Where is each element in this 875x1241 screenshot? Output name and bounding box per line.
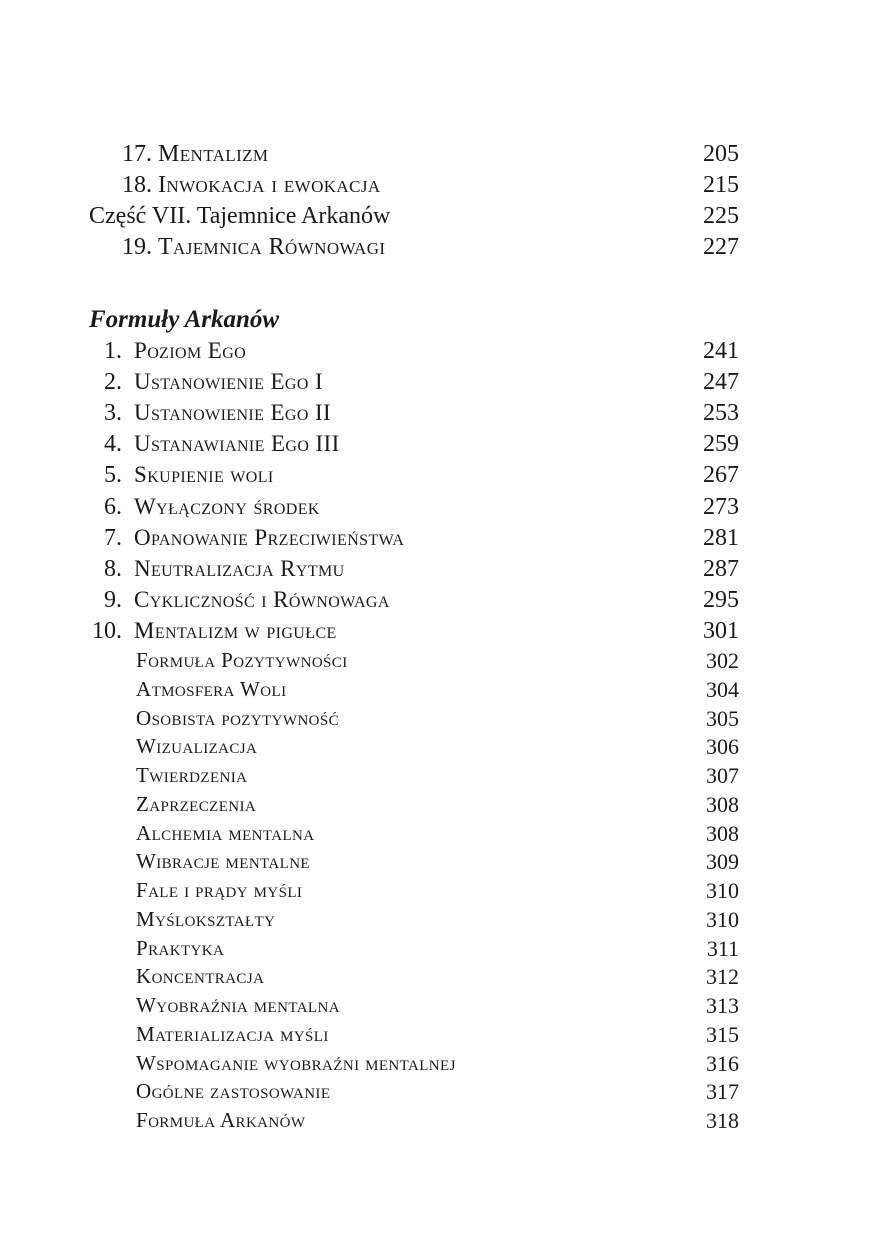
toc-entry xyxy=(0,618,875,648)
subentry-page: 307 xyxy=(706,763,739,788)
toc-subentry xyxy=(0,1051,875,1081)
entry-number: 9. xyxy=(104,587,122,613)
subentry-title: Atmosfera Woli xyxy=(136,677,287,701)
entry-title: Inwokacja i ewokacja xyxy=(158,172,381,198)
entry-page: 225 xyxy=(703,203,739,229)
toc-entry xyxy=(0,234,875,264)
entry-number: 8. xyxy=(104,556,122,582)
toc-entry xyxy=(0,494,875,524)
subentry-page: 302 xyxy=(706,648,739,673)
subentry-title: Materializacja myśli xyxy=(136,1022,329,1046)
toc-subentry xyxy=(0,734,875,764)
subentry-page: 308 xyxy=(706,792,739,817)
subentry-page: 313 xyxy=(706,993,739,1018)
subentry-title: Praktyka xyxy=(136,936,225,960)
entry-title: Mentalizm w pigułce xyxy=(134,618,337,643)
subentry-page: 311 xyxy=(706,936,739,961)
toc-subentry xyxy=(0,964,875,994)
entry-number: 7. xyxy=(104,525,122,551)
section-heading: Formuły Arkanów xyxy=(89,306,280,333)
toc-entry xyxy=(0,400,875,430)
entry-title: Tajemnica Równowagi xyxy=(158,234,386,260)
toc-subentry xyxy=(0,821,875,851)
subentry-title: Formuła Pozytywności xyxy=(136,648,348,672)
subentry-title: Twierdzenia xyxy=(136,763,248,787)
entry-page: 253 xyxy=(703,400,739,426)
subentry-title: Wspomaganie wyobraźni mentalnej xyxy=(136,1051,456,1075)
subentry-page: 310 xyxy=(706,907,739,932)
toc-subentry xyxy=(0,1108,875,1138)
subentry-title: Zaprzeczenia xyxy=(136,792,257,816)
entry-page: 287 xyxy=(703,556,739,582)
toc-subentry xyxy=(0,648,875,678)
subentry-page: 312 xyxy=(706,964,739,989)
subentry-title: Wibracje mentalne xyxy=(136,849,310,873)
entry-number: 2. xyxy=(104,369,122,395)
entry-page: 295 xyxy=(703,587,739,613)
entry-page: 259 xyxy=(703,431,739,457)
subentry-page: 304 xyxy=(706,677,739,702)
entry-title: Mentalizm xyxy=(158,141,269,167)
subentry-title: Wyobraźnia mentalna xyxy=(136,993,340,1017)
entry-page: 215 xyxy=(703,172,739,198)
subentry-title: Osobista pozytywność xyxy=(136,706,340,730)
subentry-title: Ogólne zastosowanie xyxy=(136,1079,331,1103)
entry-page: 227 xyxy=(703,234,739,260)
toc-subentry xyxy=(0,1079,875,1109)
entry-number: 17. xyxy=(122,141,152,167)
toc-subentry xyxy=(0,878,875,908)
subentry-title: Alchemia mentalna xyxy=(136,821,315,845)
subentry-title: Koncentracja xyxy=(136,964,265,988)
entry-title: Ustanawianie Ego III xyxy=(134,431,340,456)
entry-number: 3. xyxy=(104,400,122,426)
entry-title: Cykliczność i Równowaga xyxy=(134,587,390,612)
entry-number: 4. xyxy=(104,431,122,457)
entry-page: 241 xyxy=(703,338,739,364)
subentry-title: Formuła Arkanów xyxy=(136,1108,306,1132)
entry-title: Ustanowienie Ego II xyxy=(134,400,332,425)
toc-entry xyxy=(0,556,875,586)
entry-title: Skupienie woli xyxy=(134,462,274,487)
toc-entry xyxy=(0,141,875,171)
toc-subentry xyxy=(0,706,875,736)
toc-entry xyxy=(0,172,875,202)
subentry-page: 318 xyxy=(706,1108,739,1133)
subentry-page: 317 xyxy=(706,1079,739,1104)
entry-page: 267 xyxy=(703,462,739,488)
subentry-page: 316 xyxy=(706,1051,739,1076)
toc-entry xyxy=(0,587,875,617)
entry-page: 205 xyxy=(703,141,739,167)
toc-subentry xyxy=(0,907,875,937)
toc-subentry xyxy=(0,993,875,1023)
toc-entry xyxy=(0,431,875,461)
entry-page: 247 xyxy=(703,369,739,395)
subentry-title: Fale i prądy myśli xyxy=(136,878,303,902)
toc-entry xyxy=(0,369,875,399)
entry-number: 10. xyxy=(92,618,122,644)
entry-number: 18. xyxy=(122,172,152,198)
entry-number: 5. xyxy=(104,462,122,488)
entry-page: 301 xyxy=(703,618,739,644)
subentry-page: 305 xyxy=(706,706,739,731)
toc-entry xyxy=(0,525,875,555)
entry-title: Neutralizacja Rytmu xyxy=(134,556,345,581)
toc-part-entry xyxy=(0,203,875,233)
part-title: Część VII. Tajemnice Arkanów xyxy=(89,203,391,229)
subentry-title: Wizualizacja xyxy=(136,734,258,758)
toc-subentry xyxy=(0,1022,875,1052)
subentry-page: 310 xyxy=(706,878,739,903)
entry-title: Opanowanie Przeciwieństwa xyxy=(134,525,405,550)
entry-page: 273 xyxy=(703,494,739,520)
toc-subentry xyxy=(0,936,875,966)
toc-subentry xyxy=(0,792,875,822)
toc-entry xyxy=(0,462,875,492)
subentry-page: 306 xyxy=(706,734,739,759)
entry-title: Wyłączony środek xyxy=(134,494,320,519)
entry-page: 281 xyxy=(703,525,739,551)
toc-subentry xyxy=(0,849,875,879)
subentry-page: 308 xyxy=(706,821,739,846)
toc-subentry xyxy=(0,763,875,793)
subentry-page: 315 xyxy=(706,1022,739,1047)
subentry-title: Myślokształty xyxy=(136,907,276,931)
entry-number: 1. xyxy=(104,338,122,364)
toc-subentry xyxy=(0,677,875,707)
entry-title: Ustanowienie Ego I xyxy=(134,369,324,394)
toc-entry xyxy=(0,338,875,368)
entry-number: 6. xyxy=(104,494,122,520)
entry-title: Poziom Ego xyxy=(134,338,247,363)
subentry-page: 309 xyxy=(706,849,739,874)
entry-number: 19. xyxy=(122,234,152,260)
